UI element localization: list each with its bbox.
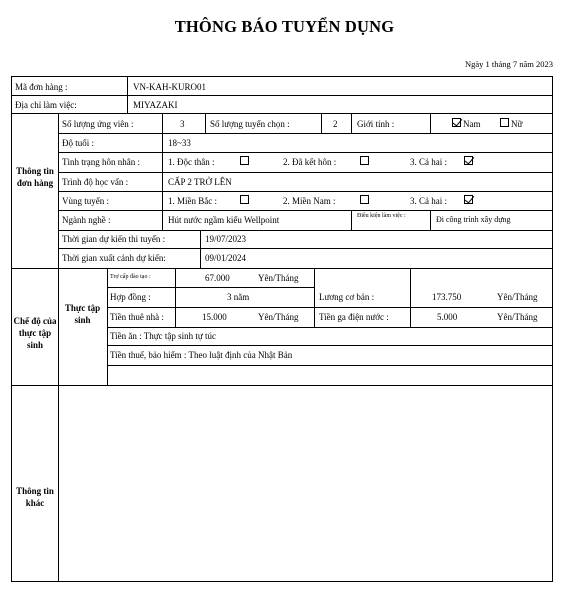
- work-condition-label: Điều kiện làm việc :: [357, 213, 406, 219]
- marital-both-label: 3. Cả hai :: [410, 157, 447, 167]
- col-divider: [162, 133, 163, 230]
- departure-date-label: Thời gian xuất cảnh dự kiến:: [62, 253, 166, 263]
- rent-label: Tiền thuê nhà :: [110, 312, 164, 322]
- salary-unit: Yên/Tháng: [497, 292, 538, 302]
- col-divider: [200, 230, 201, 268]
- trainee-label: Thực tập sinh: [64, 303, 101, 325]
- tax-insurance-note: Tiền thuế, bảo hiểm : Theo luật định của Nhật Bản: [110, 350, 293, 360]
- region-both-checkbox[interactable]: [464, 195, 473, 204]
- row-divider: [12, 113, 552, 114]
- row-divider: [12, 268, 552, 269]
- job-value: Hút nước ngầm kiểu Wellpoint: [168, 215, 280, 225]
- col-divider: [162, 113, 163, 133]
- col-divider: [314, 268, 315, 327]
- gender-female-checkbox[interactable]: [500, 118, 509, 127]
- training-allowance-label: Trợ cấp đào tạo :: [110, 274, 151, 280]
- region-south-checkbox[interactable]: [360, 195, 369, 204]
- col-divider: [410, 268, 411, 327]
- salary-value: 173.750: [432, 292, 462, 302]
- row-divider: [12, 95, 552, 96]
- job-label: Ngành nghề :: [62, 215, 111, 225]
- row-divider: [107, 307, 552, 308]
- marital-both-checkbox[interactable]: [464, 156, 473, 165]
- col-divider: [321, 113, 322, 133]
- gender-male-checkbox[interactable]: [452, 118, 461, 127]
- salary-label: Lương cơ bản :: [319, 292, 375, 302]
- recruitment-form: [11, 76, 553, 582]
- gender-male-label: Nam: [463, 119, 481, 129]
- col-divider: [175, 268, 176, 327]
- education-value: CẤP 2 TRỞ LÊN: [168, 177, 232, 187]
- contract-value: 3 năm: [227, 292, 250, 302]
- marital-single-checkbox[interactable]: [240, 156, 249, 165]
- row-divider: [107, 365, 552, 366]
- row-divider: [58, 191, 552, 192]
- row-divider: [58, 172, 552, 173]
- region-south-label: 2. Miền Nam :: [283, 196, 336, 206]
- exam-date-label: Thời gian dự kiến thi tuyển :: [62, 234, 166, 244]
- region-both-label: 3. Cả hai :: [410, 196, 447, 206]
- marital-married-label: 2. Đã kết hôn :: [283, 157, 337, 167]
- other-info-section-label: Thông tin khác: [16, 486, 54, 508]
- utility-unit: Yên/Tháng: [497, 312, 538, 322]
- row-divider: [107, 345, 552, 346]
- food-note: Tiền ăn : Thực tập sinh tự túc: [110, 331, 217, 341]
- age-value: 18~33: [168, 138, 191, 148]
- utility-label: Tiền ga điện nước :: [319, 312, 389, 322]
- row-divider: [58, 210, 552, 211]
- col-divider: [58, 113, 59, 581]
- work-location-label: Địa chỉ làm việc:: [15, 100, 77, 110]
- region-north-checkbox[interactable]: [240, 195, 249, 204]
- col-divider: [351, 113, 352, 133]
- training-allowance-unit: Yên/Tháng: [258, 273, 299, 283]
- row-divider: [107, 327, 552, 328]
- col-divider: [205, 113, 206, 133]
- applicants-value: 3: [180, 119, 185, 129]
- gender-female-label: Nữ: [511, 119, 523, 129]
- page-title: THÔNG BÁO TUYỂN DỤNG: [174, 17, 395, 36]
- education-label: Trình độ học vấn :: [62, 177, 129, 187]
- row-divider: [107, 287, 314, 288]
- utility-value: 5.000: [437, 312, 458, 322]
- col-divider: [351, 210, 352, 230]
- departure-date-value: 09/01/2024: [205, 253, 247, 263]
- rent-value: 15.000: [202, 312, 227, 322]
- benefits-section-label: Chế độ của thực tập sinh: [13, 316, 57, 350]
- applicants-label: Số lượng ứng viên :: [62, 119, 134, 129]
- row-divider: [58, 133, 552, 134]
- work-location-value: MIYAZAKI: [133, 100, 178, 110]
- order-code-value: VN-KAH-KURO01: [133, 82, 206, 92]
- row-divider: [58, 152, 552, 153]
- region-label: Vùng tuyển :: [62, 196, 109, 206]
- gender-label: Giới tính :: [357, 119, 395, 129]
- selected-value: 2: [333, 119, 338, 129]
- age-label: Độ tuổi :: [62, 138, 95, 148]
- col-divider: [107, 268, 108, 385]
- marital-label: Tình trạng hôn nhân :: [62, 157, 140, 167]
- col-divider: [127, 77, 128, 113]
- document-date: Ngày 1 tháng 7 năm 2023: [464, 59, 553, 69]
- contract-label: Hợp đồng :: [110, 292, 151, 302]
- rent-unit: Yên/Tháng: [258, 312, 299, 322]
- training-allowance-value: 67.000: [205, 273, 230, 283]
- col-divider: [430, 113, 431, 133]
- exam-date-value: 19/07/2023: [205, 234, 247, 244]
- work-condition-value: Đi công trình xây dựng: [436, 215, 511, 224]
- order-info-section-label: Thông tin đơn hàng: [16, 166, 54, 188]
- row-divider: [12, 385, 552, 386]
- selected-label: Số lượng tuyển chọn :: [210, 119, 290, 129]
- row-divider: [58, 248, 552, 249]
- marital-single-label: 1. Độc thân :: [168, 157, 215, 167]
- marital-married-checkbox[interactable]: [360, 156, 369, 165]
- col-divider: [430, 210, 431, 230]
- order-code-label: Mã đơn hàng :: [15, 82, 68, 92]
- row-divider: [58, 230, 552, 231]
- region-north-label: 1. Miền Bắc :: [168, 196, 217, 206]
